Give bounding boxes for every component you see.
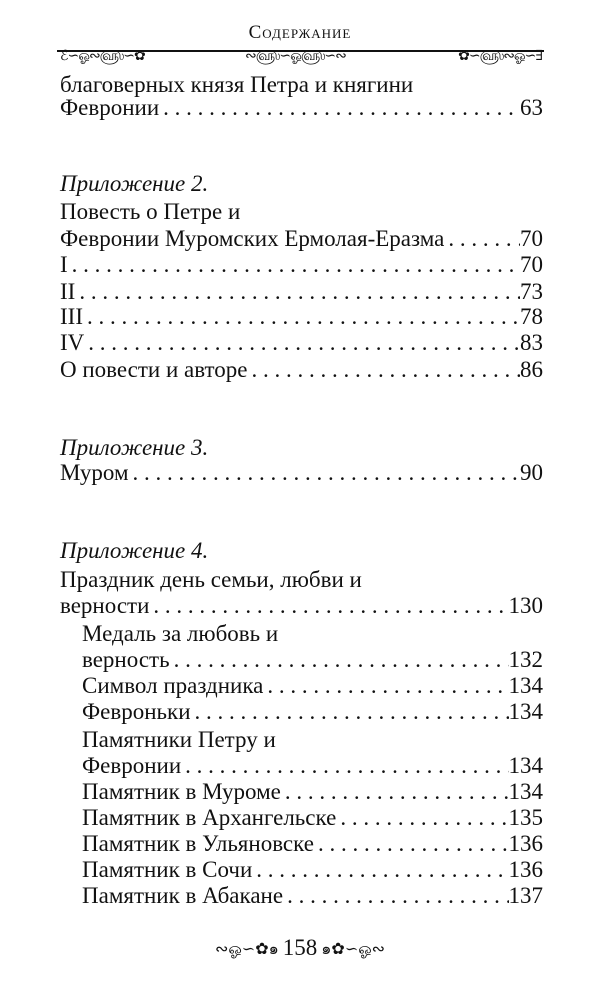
entry-page: 90 <box>520 460 543 485</box>
entry-title: II <box>60 279 76 304</box>
running-header: Содержание <box>248 22 352 43</box>
entry-title: Февронии Муромских Ермолая-Еразма <box>60 226 445 251</box>
dot-leader <box>263 673 508 699</box>
dot-leader <box>170 647 509 673</box>
page-number: 158 <box>282 935 318 960</box>
entry-page: 136 <box>508 857 543 882</box>
entry-page: 134 <box>508 779 543 804</box>
entry-page: 130 <box>508 593 543 618</box>
entry-page: 136 <box>508 831 543 856</box>
entry-page: 83 <box>520 330 543 355</box>
dot-leader <box>191 699 509 725</box>
dot-leader <box>281 779 509 805</box>
dot-leader <box>159 95 520 121</box>
page-footer <box>0 935 600 962</box>
dot-leader <box>336 805 508 831</box>
dot-leader <box>283 883 508 909</box>
ornament-left-icon: ℰ∽ஓ∾௵∽✿ <box>60 49 145 64</box>
dot-leader <box>75 279 520 305</box>
toc-entry <box>82 621 543 647</box>
entry-title: Повесть о Петре и <box>60 199 241 224</box>
entry-title: Памятник в Ульяновске <box>82 831 314 856</box>
toc-entry <box>82 673 543 699</box>
entry-title: верность <box>82 647 170 672</box>
entry-page: 134 <box>508 753 543 778</box>
entry-page: 86 <box>520 357 543 382</box>
dot-leader <box>83 304 520 330</box>
entry-title: О повести и авторе <box>60 357 248 382</box>
entry-page: 78 <box>520 304 543 329</box>
dot-leader <box>129 460 521 486</box>
toc-entry <box>82 805 543 831</box>
entry-title: Памятник в Сочи <box>82 857 253 882</box>
toc-entry <box>82 883 543 909</box>
entry-page: 63 <box>520 95 543 120</box>
toc-entry <box>60 357 543 383</box>
section-heading <box>60 538 543 564</box>
entry-page: 70 <box>520 226 543 251</box>
entry-page: 132 <box>508 647 543 672</box>
toc-entry <box>82 779 543 805</box>
entry-title: Февронии <box>82 753 182 778</box>
toc-entry <box>60 304 543 330</box>
entry-title: Приложение 3. <box>60 435 209 460</box>
toc-entry <box>60 460 543 486</box>
entry-title: Памятники Петру и <box>82 727 276 752</box>
toc-entry <box>60 226 543 252</box>
toc-entry <box>60 330 543 356</box>
entry-title: Приложение 2. <box>60 171 209 196</box>
toc-entry <box>82 831 543 857</box>
footer-ornament-right-icon: ๑✿∽ஓ∾ <box>317 941 386 959</box>
entry-title: благоверных князя Петра и княгини <box>60 72 414 97</box>
dot-leader <box>84 330 520 356</box>
toc-entry <box>60 252 543 278</box>
entry-title: Февронии <box>60 95 160 120</box>
entry-title: Памятник в Абакане <box>82 883 284 908</box>
dot-leader <box>252 857 508 883</box>
toc-entry <box>60 593 543 619</box>
entry-title: Памятник в Архангельске <box>82 805 337 830</box>
entry-title: I <box>60 252 68 277</box>
toc-entry <box>60 199 543 225</box>
entry-page: 134 <box>508 699 543 724</box>
entry-page: 73 <box>520 279 543 304</box>
toc-entry <box>60 567 543 593</box>
toc-entry <box>82 753 543 779</box>
entry-page: 135 <box>508 805 543 830</box>
entry-page: 134 <box>508 673 543 698</box>
entry-page: 137 <box>508 883 543 908</box>
dot-leader <box>314 831 509 857</box>
toc-entry <box>82 647 543 673</box>
dot-leader <box>248 357 520 383</box>
ornament-right-icon: ✿∽௵∾ஓ∽∃ <box>458 49 542 64</box>
footer-ornament-left-icon: ∾ஓ∽✿๑ <box>214 941 283 959</box>
entry-title: Праздник день семьи, любви и <box>60 567 362 592</box>
ornament-center-icon: ∾௵∽ஓ௵∽∾ <box>245 49 346 64</box>
toc-entry <box>60 279 543 305</box>
entry-page: 70 <box>520 252 543 277</box>
dot-leader <box>181 753 508 779</box>
entry-title: верности <box>60 593 150 618</box>
dot-leader <box>68 252 520 278</box>
toc-entry <box>82 699 543 725</box>
entry-title: Муром <box>60 460 129 485</box>
section-heading <box>60 171 543 197</box>
entry-title: Приложение 4. <box>60 538 209 563</box>
dot-leader <box>149 593 508 619</box>
entry-title: Медаль за любовь и <box>82 621 279 646</box>
entry-title: Символ праздника <box>82 673 264 698</box>
toc-entry <box>82 857 543 883</box>
dot-leader <box>444 226 520 252</box>
entry-title: III <box>60 304 83 329</box>
toc-entry <box>60 95 543 121</box>
entry-title: Февроньки <box>82 699 191 724</box>
section-heading <box>60 435 543 461</box>
toc-entry <box>82 727 543 753</box>
entry-title: Памятник в Муроме <box>82 779 281 804</box>
entry-title: IV <box>60 330 85 355</box>
